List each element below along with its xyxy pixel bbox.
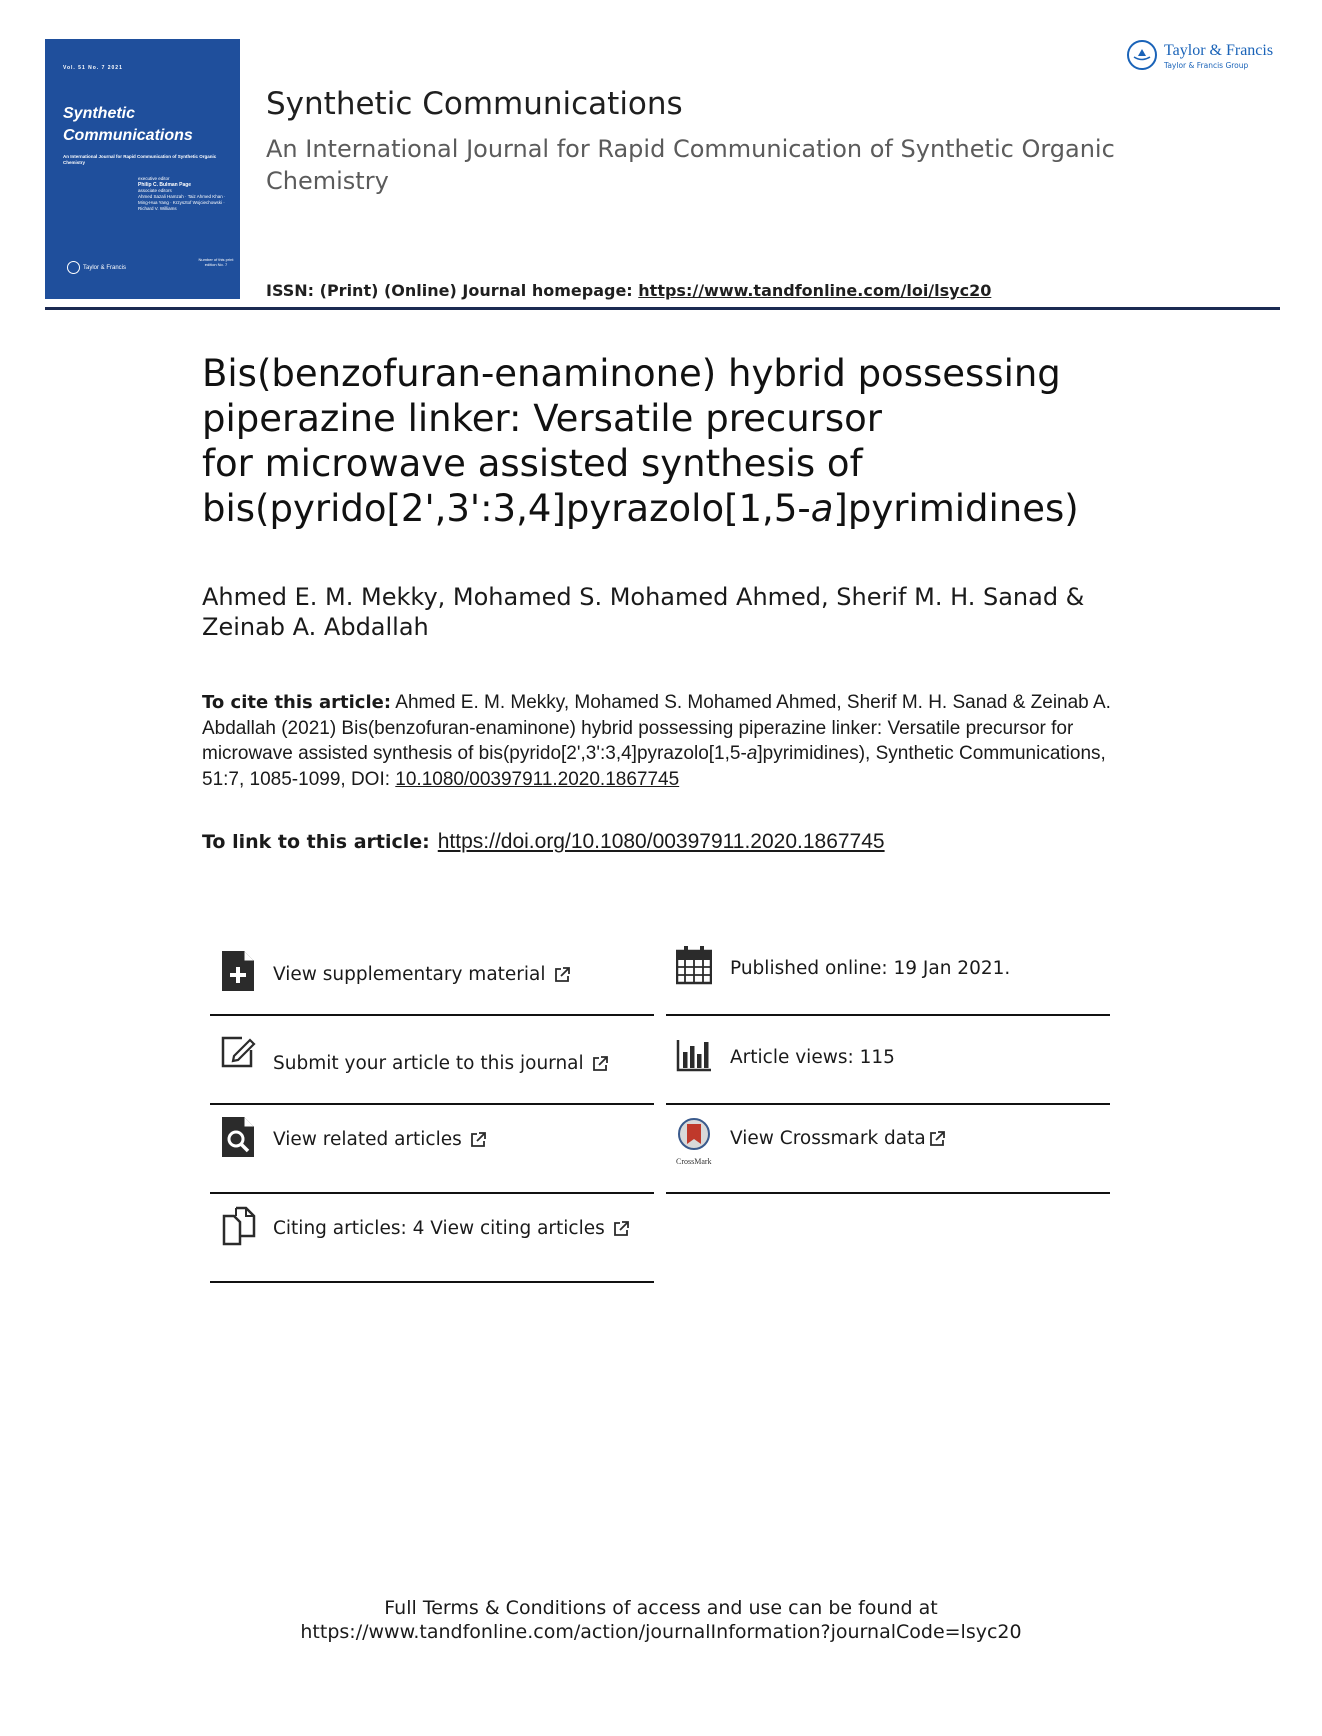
article-title-line: for microwave assisted synthesis of [202, 442, 863, 485]
citation-italic: a [746, 743, 758, 764]
publisher-name: Taylor & Francis [1164, 42, 1274, 59]
file-search-icon [220, 1117, 256, 1157]
journal-title: Synthetic Communications [266, 86, 683, 122]
cover-title-line1: Synthetic [63, 105, 136, 122]
cover-issue-note: Number of this print edition No. 7 [198, 257, 234, 267]
article-title-line: Bis(benzofuran-enaminone) hybrid possessing [202, 352, 1061, 395]
cover-associate-editors: Ahmed Sazali Hamzah · Taiz Ahmed Khan · Ming-Hua Yang · Krzysztof Wojciechowski · Richard V. Williams [138, 194, 226, 211]
cover-editor-label: executive editor [138, 176, 170, 181]
publisher-group: Taylor & Francis Group [1164, 61, 1249, 70]
crossmark-caption: CrossMark [676, 1157, 712, 1166]
cover-subtitle: An International Journal for Rapid Communication of Synthetic Organic Chemistry [63, 154, 217, 165]
cover-associate-label: associate editors [138, 188, 172, 193]
view-crossmark-link[interactable]: CrossMark View Crossmark data [666, 1103, 1110, 1194]
footer-terms-link[interactable]: https://www.tandfonline.com/action/journalInformation?journalCode=lsyc20 [300, 1621, 1022, 1643]
citation-block [202, 690, 1122, 792]
citation-doi-link[interactable]: 10.1080/00397911.2020.1867745 [395, 768, 680, 790]
article-link-row [202, 830, 885, 854]
header-divider [45, 307, 1280, 310]
cover-publisher-icon [67, 261, 80, 274]
external-link-icon [469, 1131, 487, 1149]
published-online-info [666, 925, 1110, 1016]
publisher-logo-icon [1127, 40, 1157, 70]
view-related-articles-link[interactable]: View related articles [210, 1103, 654, 1194]
journal-homepage-link[interactable]: https://www.tandfonline.com/loi/lsyc20 [638, 281, 992, 300]
submit-article-link[interactable]: Submit your article to this journal [210, 1014, 654, 1105]
citation-text-end: ]pyrimidines), Synthetic Communications, 51:7, 1085-1099, DOI: [202, 743, 1106, 790]
issn-text: ISSN: (Print) (Online) Journal homepage: [266, 281, 639, 300]
article-title-line: bis(pyrido[2',3':3,4]pyrazolo[1,5-a]pyrimidines) [202, 487, 1079, 530]
article-link-label: To link to this article: [202, 831, 430, 853]
file-plus-icon [220, 951, 256, 991]
issn-line [266, 281, 991, 300]
external-link-icon [553, 966, 571, 984]
external-link-icon [928, 1130, 946, 1148]
cover-publisher: Taylor & Francis [67, 261, 126, 274]
cover-volume: Vol. 51 No. 7 2021 [63, 65, 123, 71]
copy-files-icon [220, 1206, 256, 1246]
journal-subtitle: An International Journal for Rapid Communication of Synthetic Organic Chemistry [266, 135, 1115, 195]
article-views-text: Article views: 115 [730, 1047, 895, 1068]
view-citing-articles-link[interactable]: Citing articles: 4 View citing articles [210, 1192, 654, 1283]
publisher-logo[interactable] [1127, 39, 1287, 75]
cover-title-line2: Communications [63, 127, 193, 144]
footer [0, 1596, 1322, 1644]
external-link-icon [612, 1220, 630, 1238]
journal-cover [45, 39, 240, 299]
article-title-line: piperazine linker: Versatile precursor [202, 397, 882, 440]
cover-editor-name: Philip C. Bulman Page [138, 182, 192, 188]
footer-terms-text: Full Terms & Conditions of access and use can be found at [384, 1597, 938, 1619]
external-link-icon [591, 1055, 609, 1073]
crossmark-icon [676, 1117, 712, 1157]
cover-editors [138, 176, 233, 212]
calendar-icon [676, 945, 712, 985]
citation-text: Ahmed E. M. Mekky, Mohamed S. Mohamed Ahmed, Sherif M. H. Sanad & Zeinab A. Abdallah (2021) Bis(benzofuran-enaminone) hybrid possessing piperazine linker: Versatile precursor for microwave assisted synthesis of bis(pyrido[2',3':3,4]pyrazolo[1,5- [202, 692, 1111, 764]
edit-icon [220, 1032, 256, 1072]
article-title [202, 351, 1162, 531]
view-supplementary-link[interactable]: View supplementary material [210, 925, 654, 1016]
published-online-text: Published online: 19 Jan 2021. [730, 958, 1011, 979]
article-authors: Ahmed E. M. Mekky, Mohamed S. Mohamed Ahmed, Sherif M. H. Sanad & Zeinab A. Abdallah [202, 583, 1085, 641]
bar-chart-icon [676, 1036, 712, 1076]
article-doi-link[interactable]: https://doi.org/10.1080/00397911.2020.1867745 [437, 830, 885, 853]
citation-label: To cite this article: [202, 692, 392, 713]
article-views-info [666, 1014, 1110, 1105]
